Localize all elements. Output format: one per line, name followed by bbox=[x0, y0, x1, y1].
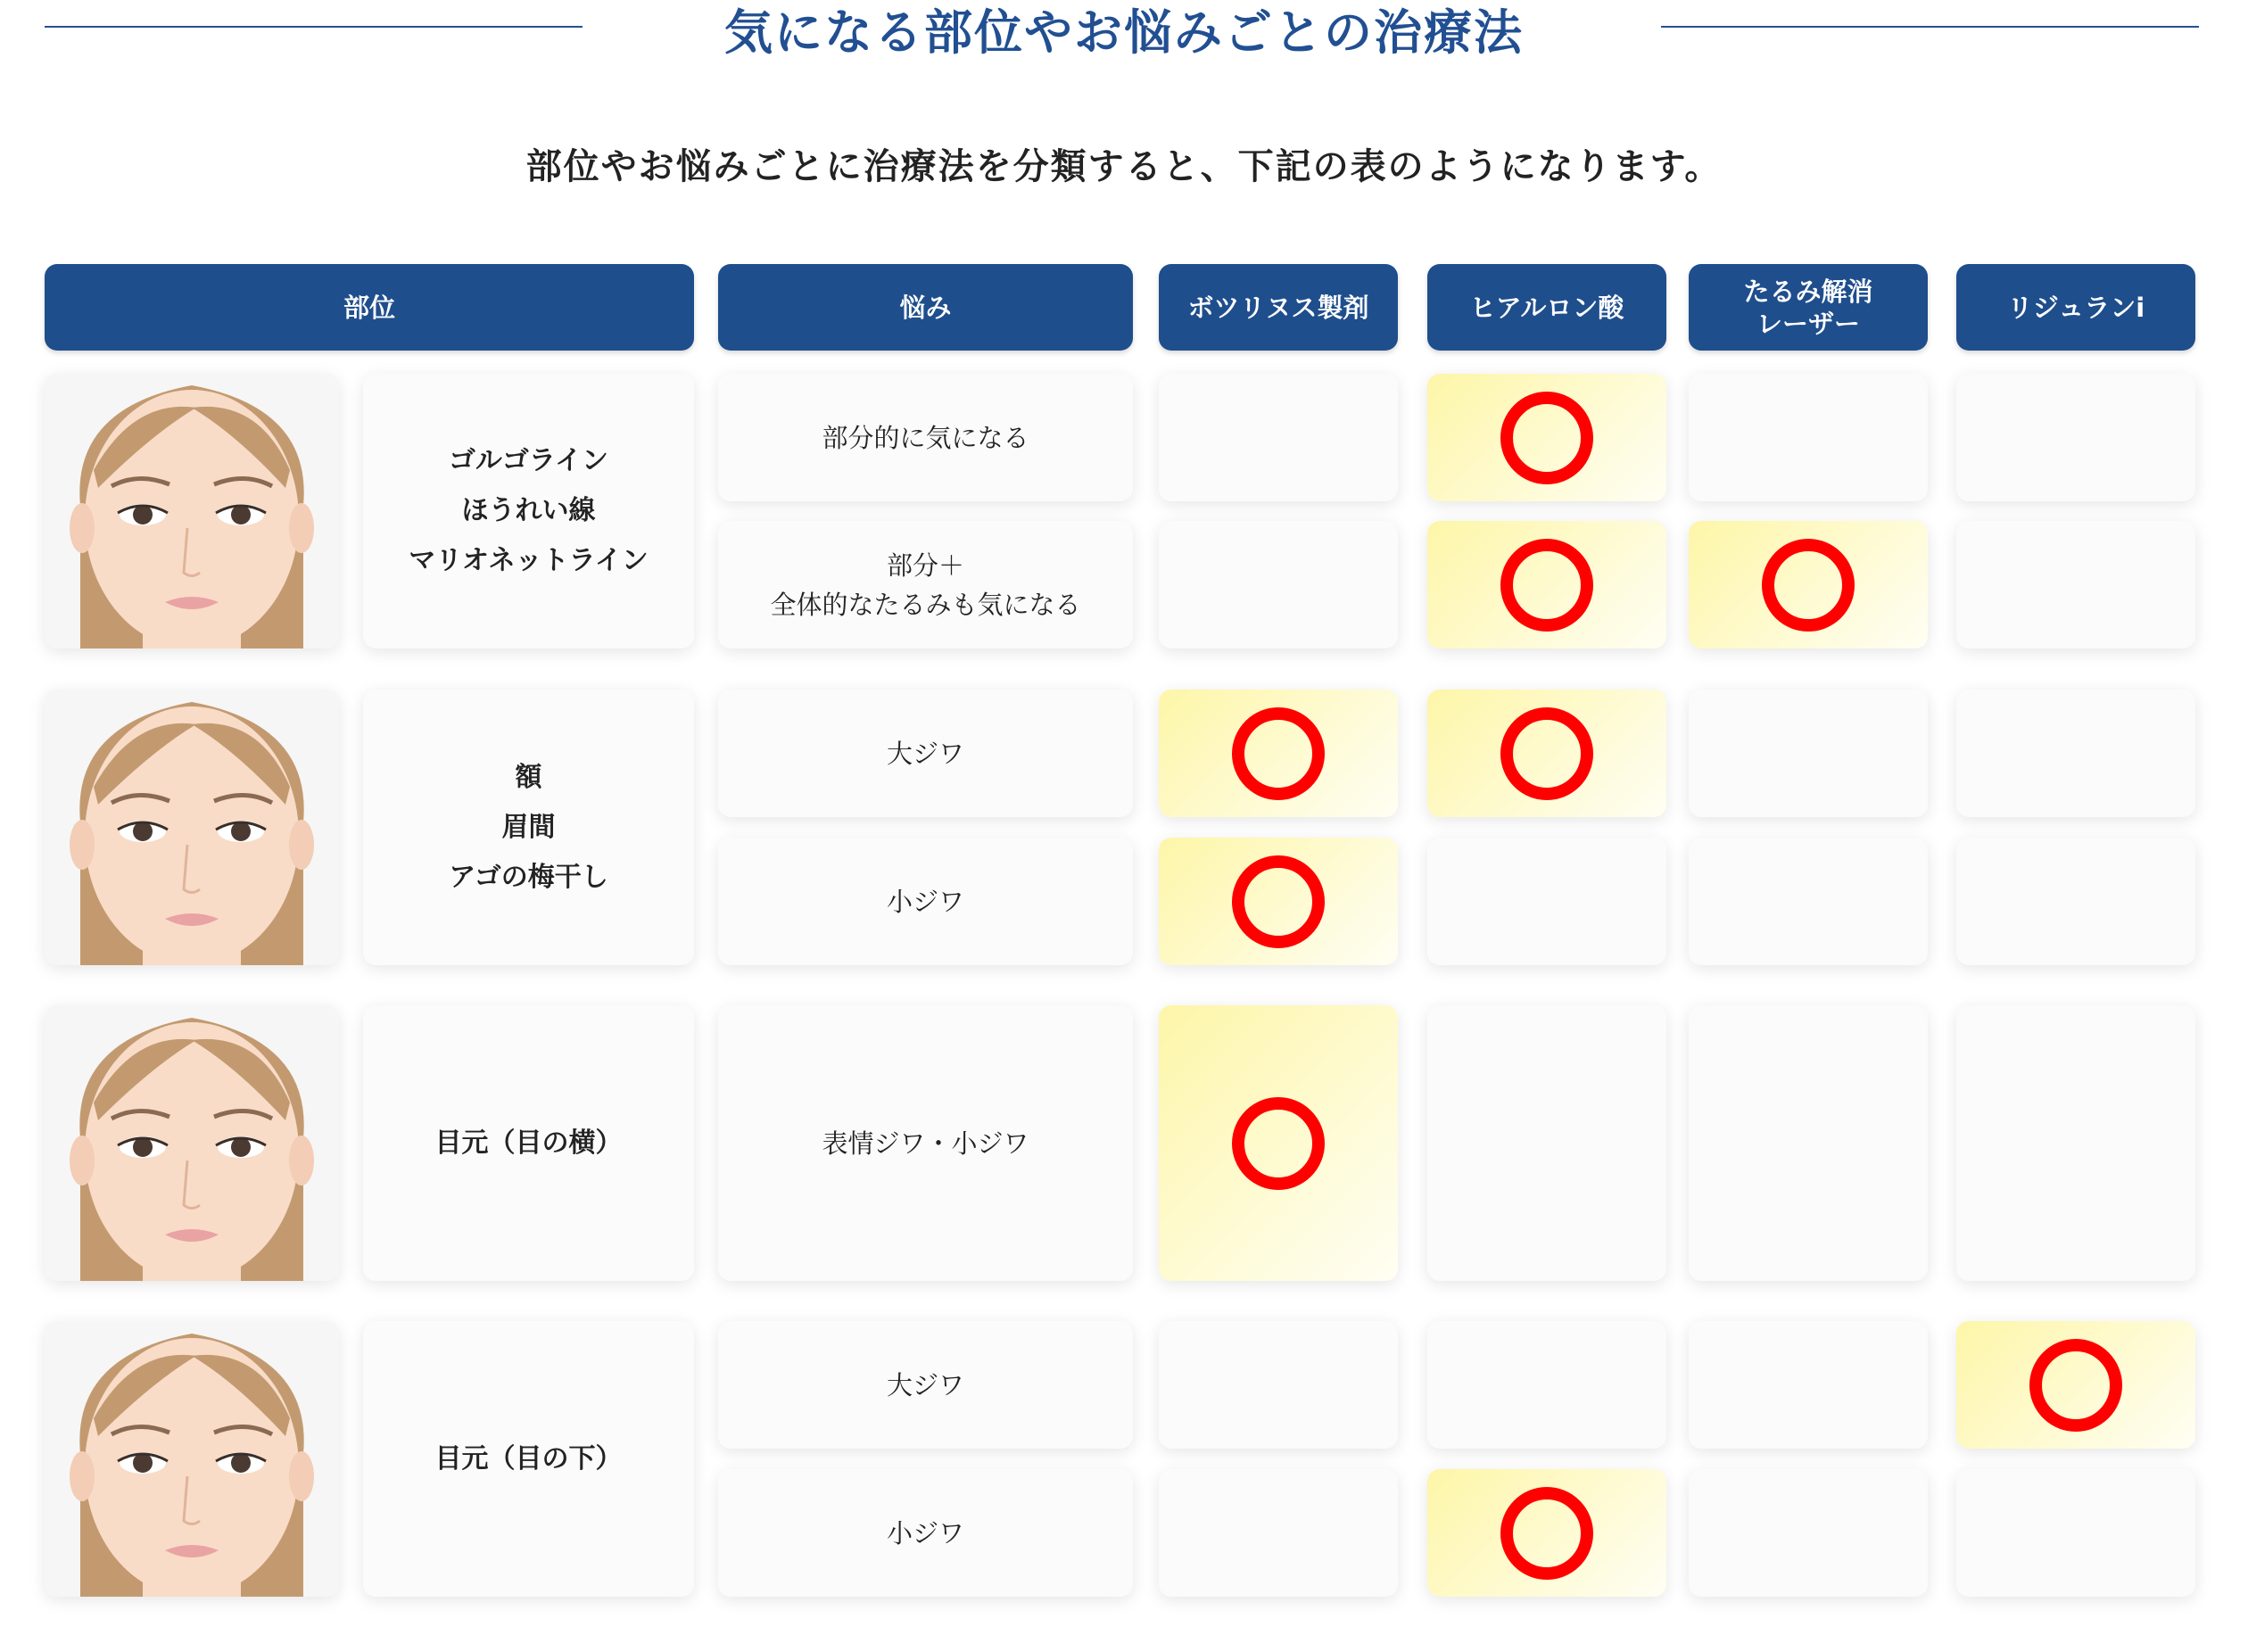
treatment-cell bbox=[1689, 1321, 1928, 1449]
part-label: 眉間 bbox=[501, 811, 556, 843]
header-treatment-2: ヒアルロン酸 bbox=[1427, 264, 1666, 351]
concern-cell: 大ジワ bbox=[718, 1321, 1133, 1449]
concern-cell: 部分＋ 全体的なたるみも気になる bbox=[718, 521, 1133, 648]
treatment-cell bbox=[1159, 374, 1398, 501]
circle-mark-icon bbox=[1232, 1097, 1325, 1190]
concern-cell: 小ジワ bbox=[718, 1469, 1133, 1597]
circle-mark-icon bbox=[1762, 539, 1855, 632]
header-part: 部位 bbox=[45, 264, 694, 351]
circle-mark-icon bbox=[1500, 707, 1593, 800]
treatment-cell bbox=[1159, 690, 1398, 817]
part-label-cell bbox=[363, 374, 694, 648]
header-concern: 悩み bbox=[718, 264, 1133, 351]
part-label: ゴルゴライン bbox=[448, 445, 609, 476]
concern-cell: 小ジワ bbox=[718, 838, 1133, 965]
page-subtitle: 部位やお悩みごとに治療法を分類すると、下記の表のようになります。 bbox=[525, 146, 1723, 187]
title-divider-left bbox=[45, 26, 583, 28]
treatment-cell bbox=[1956, 1321, 2195, 1449]
treatment-cell bbox=[1427, 1005, 1666, 1281]
treatment-cell bbox=[1427, 838, 1666, 965]
part-label: ほうれい線 bbox=[461, 495, 596, 526]
treatment-cell bbox=[1427, 690, 1666, 817]
treatment-cell bbox=[1427, 1321, 1666, 1449]
part-label-cell bbox=[363, 690, 694, 965]
circle-mark-icon bbox=[1500, 539, 1593, 632]
treatment-cell bbox=[1159, 1321, 1398, 1449]
treatment-cell bbox=[1689, 690, 1928, 817]
part-label-cell bbox=[363, 1321, 694, 1597]
title-divider-right bbox=[1661, 26, 2199, 28]
face-eye-side-icon bbox=[45, 1005, 339, 1281]
header-treatment-1: ボツリヌス製剤 bbox=[1159, 264, 1398, 351]
face-nasolabial-icon bbox=[45, 374, 339, 648]
part-label: 額 bbox=[515, 761, 542, 793]
treatment-cell bbox=[1956, 690, 2195, 817]
header-treatment-3: たるみ解消 レーザー bbox=[1689, 264, 1928, 351]
circle-mark-icon bbox=[1232, 707, 1325, 800]
circle-mark-icon bbox=[1500, 1487, 1593, 1580]
treatment-cell bbox=[1427, 521, 1666, 648]
part-label: 目元（目の下） bbox=[434, 1442, 623, 1474]
treatment-cell bbox=[1956, 374, 2195, 501]
concern-cell: 表情ジワ・小ジワ bbox=[718, 1005, 1133, 1281]
part-label: マリオネットライン bbox=[409, 545, 649, 576]
treatment-cell bbox=[1689, 521, 1928, 648]
treatment-cell bbox=[1159, 1469, 1398, 1597]
treatment-cell bbox=[1689, 374, 1928, 501]
part-label-cell bbox=[363, 1005, 694, 1281]
treatment-cell bbox=[1427, 374, 1666, 501]
page-title: 気になる部位やお悩みごとの治療法 bbox=[724, 4, 1524, 61]
face-under-eye-icon bbox=[45, 1321, 339, 1597]
treatment-cell bbox=[1159, 838, 1398, 965]
treatment-cell bbox=[1956, 521, 2195, 648]
part-label: アゴの梅干し bbox=[449, 861, 608, 893]
treatment-cell bbox=[1956, 838, 2195, 965]
treatment-cell bbox=[1159, 1005, 1398, 1281]
circle-mark-icon bbox=[2029, 1339, 2122, 1432]
treatment-cell bbox=[1956, 1469, 2195, 1597]
circle-mark-icon bbox=[1232, 855, 1325, 948]
circle-mark-icon bbox=[1500, 392, 1593, 484]
treatment-cell bbox=[1689, 1469, 1928, 1597]
part-label: 目元（目の横） bbox=[434, 1127, 623, 1159]
header-treatment-4: リジュランi bbox=[1956, 264, 2195, 351]
treatment-cell bbox=[1159, 521, 1398, 648]
treatment-cell bbox=[1689, 838, 1928, 965]
concern-cell: 大ジワ bbox=[718, 690, 1133, 817]
treatment-cell bbox=[1689, 1005, 1928, 1281]
treatment-cell bbox=[1956, 1005, 2195, 1281]
section-title-bar bbox=[0, 0, 2248, 61]
concern-cell: 部分的に気になる bbox=[718, 374, 1133, 501]
treatment-cell bbox=[1427, 1469, 1666, 1597]
face-forehead-icon bbox=[45, 690, 339, 965]
